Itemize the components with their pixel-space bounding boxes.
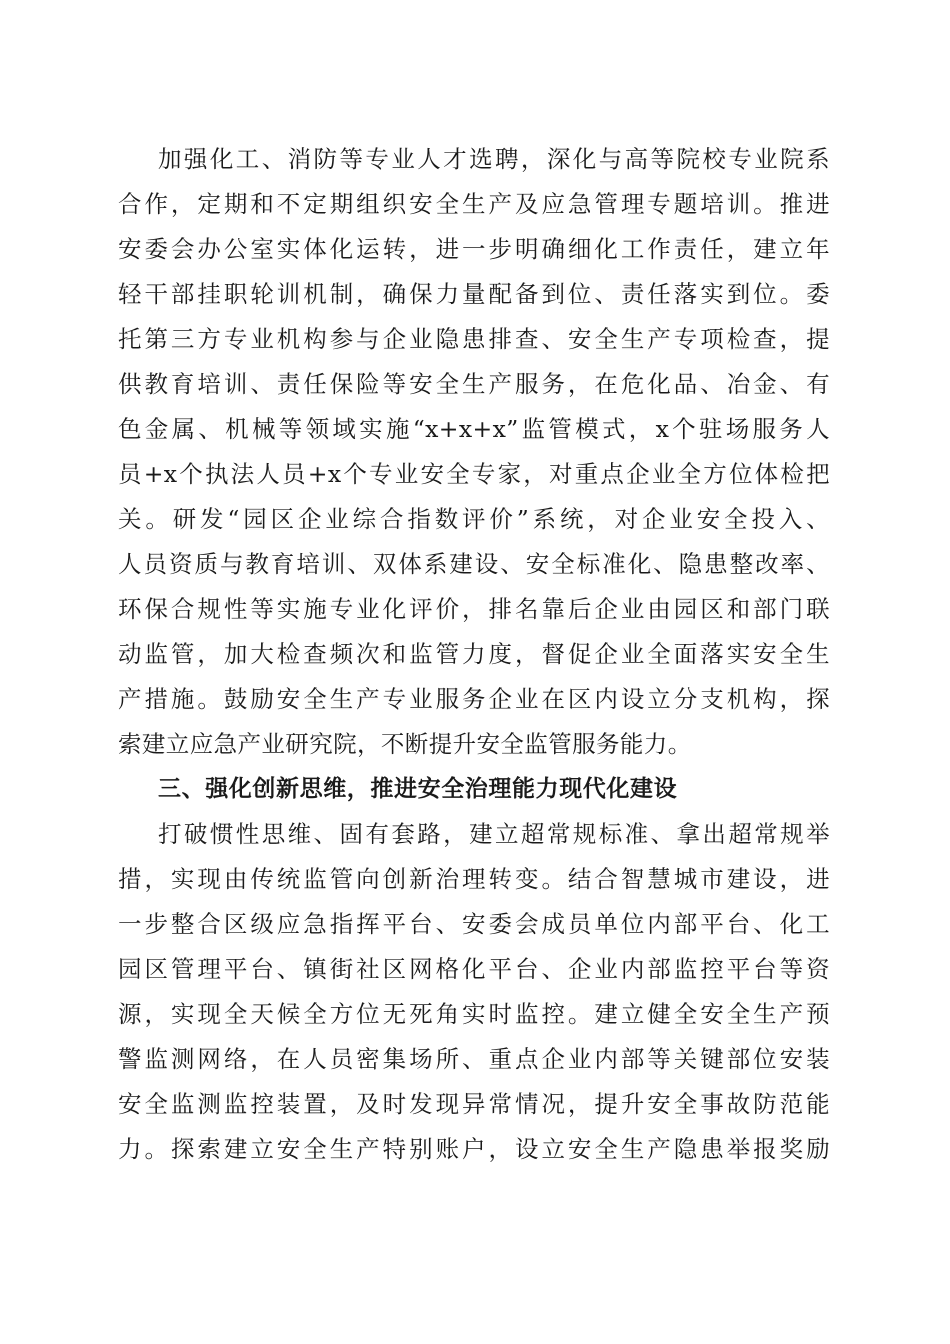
paragraph-line: 轻干部挂职轮训机制，确保力量配备到位、责任落实到位。委 [118, 280, 830, 308]
paragraph-line: 力。探索建立安全生产特别账户，设立安全生产隐患举报奖励 [118, 1135, 830, 1163]
paragraph-line: 合作，定期和不定期组织安全生产及应急管理专题培训。推进 [118, 190, 830, 218]
document-body [118, 137, 830, 1172]
paragraph-line: 产措施。鼓励安全生产专业服务企业在区内设立分支机构，探 [118, 685, 830, 713]
paragraph-line: 供教育培训、责任保险等安全生产服务，在危化品、冶金、有 [118, 370, 830, 398]
paragraph-line: 关。研发“园区企业综合指数评价”系统，对企业安全投入、 [118, 505, 830, 533]
paragraph-line: 园区管理平台、镇街社区网格化平台、企业内部监控平台等资 [118, 955, 830, 983]
paragraph-line: 员+x个执法人员+x个专业安全专家，对重点企业全方位体检把 [118, 460, 830, 488]
paragraph-line: 打破惯性思维、固有套路，建立超常规标准、拿出超常规举 [158, 820, 830, 848]
paragraph-line: 警监测网络，在人员密集场所、重点企业内部等关键部位安装 [118, 1045, 830, 1073]
paragraph-line: 色金属、机械等领域实施“x+x+x”监管模式，x个驻场服务人 [118, 415, 830, 443]
paragraph-line: 人员资质与教育培训、双体系建设、安全标准化、隐患整改率、 [118, 550, 830, 578]
paragraph-line: 托第三方专业机构参与企业隐患排查、安全生产专项检查，提 [118, 325, 830, 353]
paragraph-line-last: 索建立应急产业研究院，不断提升安全监管服务能力。 [118, 730, 692, 758]
paragraph-line: 环保合规性等实施专业化评价，排名靠后企业由园区和部门联 [118, 595, 830, 623]
paragraph-line: 措，实现由传统监管向创新治理转变。结合智慧城市建设，进 [118, 865, 830, 893]
paragraph-line: 源，实现全天候全方位无死角实时监控。建立健全安全生产预 [118, 1000, 830, 1028]
paragraph-line: 安委会办公室实体化运转，进一步明确细化工作责任，建立年 [118, 235, 830, 263]
paragraph-line: 加强化工、消防等专业人才选聘，深化与高等院校专业院系 [158, 145, 830, 173]
paragraph-line: 安全监测监控装置，及时发现异常情况，提升安全事故防范能 [118, 1090, 830, 1118]
paragraph-line: 一步整合区级应急指挥平台、安委会成员单位内部平台、化工 [118, 910, 830, 938]
section-heading: 三、强化创新思维，推进安全治理能力现代化建设 [158, 776, 678, 802]
paragraph-line: 动监管，加大检查频次和监管力度，督促企业全面落实安全生 [118, 640, 830, 668]
